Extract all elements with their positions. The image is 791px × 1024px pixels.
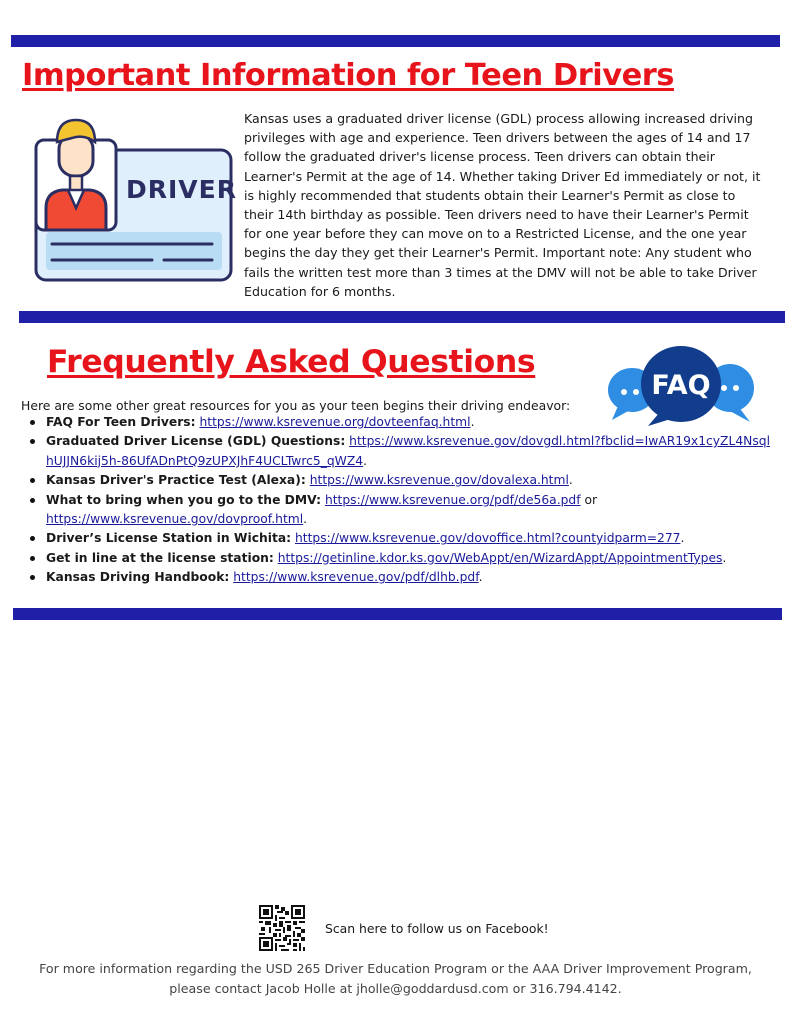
resource-link[interactable]: https://getinline.kdor.ks.gov/WebAppt/en/WizardAppt/AppointmentTypes: [277, 550, 723, 565]
bullet-icon: [30, 420, 35, 425]
punctuation: .: [303, 512, 308, 527]
resource-link[interactable]: https://www.ksrevenue.gov/dovproof.html: [46, 512, 304, 527]
contact-line-2: please contact Jacob Holle at jholle@goddardusd.com or 316.794.4142.: [169, 980, 622, 996]
list-item: [26, 413, 776, 432]
list-item: [26, 568, 776, 587]
punctuation: .: [470, 415, 475, 429]
resource-label: Get in line at the license station:: [46, 550, 274, 565]
bullet-icon: [30, 498, 35, 503]
resource-link[interactable]: https://www.ksrevenue.gov/pdf/dlhb.pdf: [233, 570, 479, 585]
svg-text:DRIVER: DRIVER: [126, 175, 237, 204]
list-item: [26, 529, 776, 548]
joiner-text: or: [584, 492, 598, 507]
bottom-divider: [13, 608, 782, 620]
resource-label: Kansas Driver's Practice Test (Alexa):: [46, 473, 306, 488]
punctuation: .: [722, 550, 727, 565]
punctuation: .: [363, 453, 368, 468]
resource-label: What to bring when you go to the DMV:: [46, 492, 322, 507]
contact-footer: [0, 959, 791, 998]
gdl-intro-paragraph: Kansas uses a graduated driver license (GDL) process allowing increased driving privileges with age and experience. Teen drivers between the ages of 14 and 17 follow the graduated driver's license process. Teen drivers can obtain their Learner's Permit at the age of 14. Whether taking Driver Ed immediately or not, it is highly recommended that students obtain their Learner's Permit as close to their 14th birthday as possible. Teen drivers need to have their Learner's Permit for one year before they can move on to a Restricted License, and the one year begins the day they get their Learner's Permit. Important note: Any student who fails the written test more than 3 times at the DMV will not be able to take Driver Education for 6 months.: [244, 111, 761, 299]
faq-title: Frequently Asked Questions: [47, 344, 536, 380]
bullet-icon: [30, 575, 35, 580]
bullet-icon: [30, 439, 35, 444]
resource-link[interactable]: https://www.ksrevenue.org/dovteenfaq.html: [199, 415, 471, 429]
resource-label: Kansas Driving Handbook:: [46, 570, 230, 585]
bullet-icon: [30, 536, 35, 541]
driver-license-illustration: [32, 112, 237, 292]
bullet-icon: [30, 556, 35, 561]
facebook-qr-code[interactable]: [259, 905, 305, 951]
resource-link[interactable]: https://www.ksrevenue.gov/dovalexa.html: [309, 473, 569, 488]
middle-divider: [19, 311, 785, 323]
resource-link[interactable]: https://www.ksrevenue.gov/dovgdl.html?fbclid=IwAR19x1cyZL4NsqlhUJJN6kij5h-86UfADnPtQ9zUPXJhF4UCLTwrc5_qWZ4: [46, 434, 770, 468]
contact-line-1: For more information regarding the USD 265 Driver Education Program or the AAA Driver Improvement Program,: [39, 961, 752, 976]
resource-label: Graduated Driver License (GDL) Questions:: [46, 434, 346, 449]
punctuation: .: [568, 473, 573, 488]
svg-text:FAQ: FAQ: [651, 370, 711, 401]
resource-label: FAQ For Teen Drivers:: [46, 415, 196, 429]
resource-list: [26, 413, 776, 588]
resource-label: Driver’s License Station in Wichita:: [46, 531, 292, 546]
list-item: [26, 471, 776, 490]
bullet-icon: [30, 478, 35, 483]
resources-lead: Here are some other great resources for you as your teen begins their driving endeavor:: [21, 398, 571, 413]
resource-link[interactable]: https://www.ksrevenue.org/pdf/de56a.pdf: [324, 492, 581, 507]
resource-link[interactable]: https://www.ksrevenue.gov/dovoffice.html?countyidparm=277: [294, 531, 681, 546]
punctuation: .: [680, 531, 685, 546]
qr-caption: Scan here to follow us on Facebook!: [325, 921, 549, 936]
top-divider: [11, 35, 780, 47]
list-item: [26, 432, 776, 471]
list-item: [26, 549, 776, 568]
punctuation: .: [478, 570, 483, 585]
list-item: [26, 491, 776, 530]
page-title: Important Information for Teen Drivers: [22, 58, 674, 93]
